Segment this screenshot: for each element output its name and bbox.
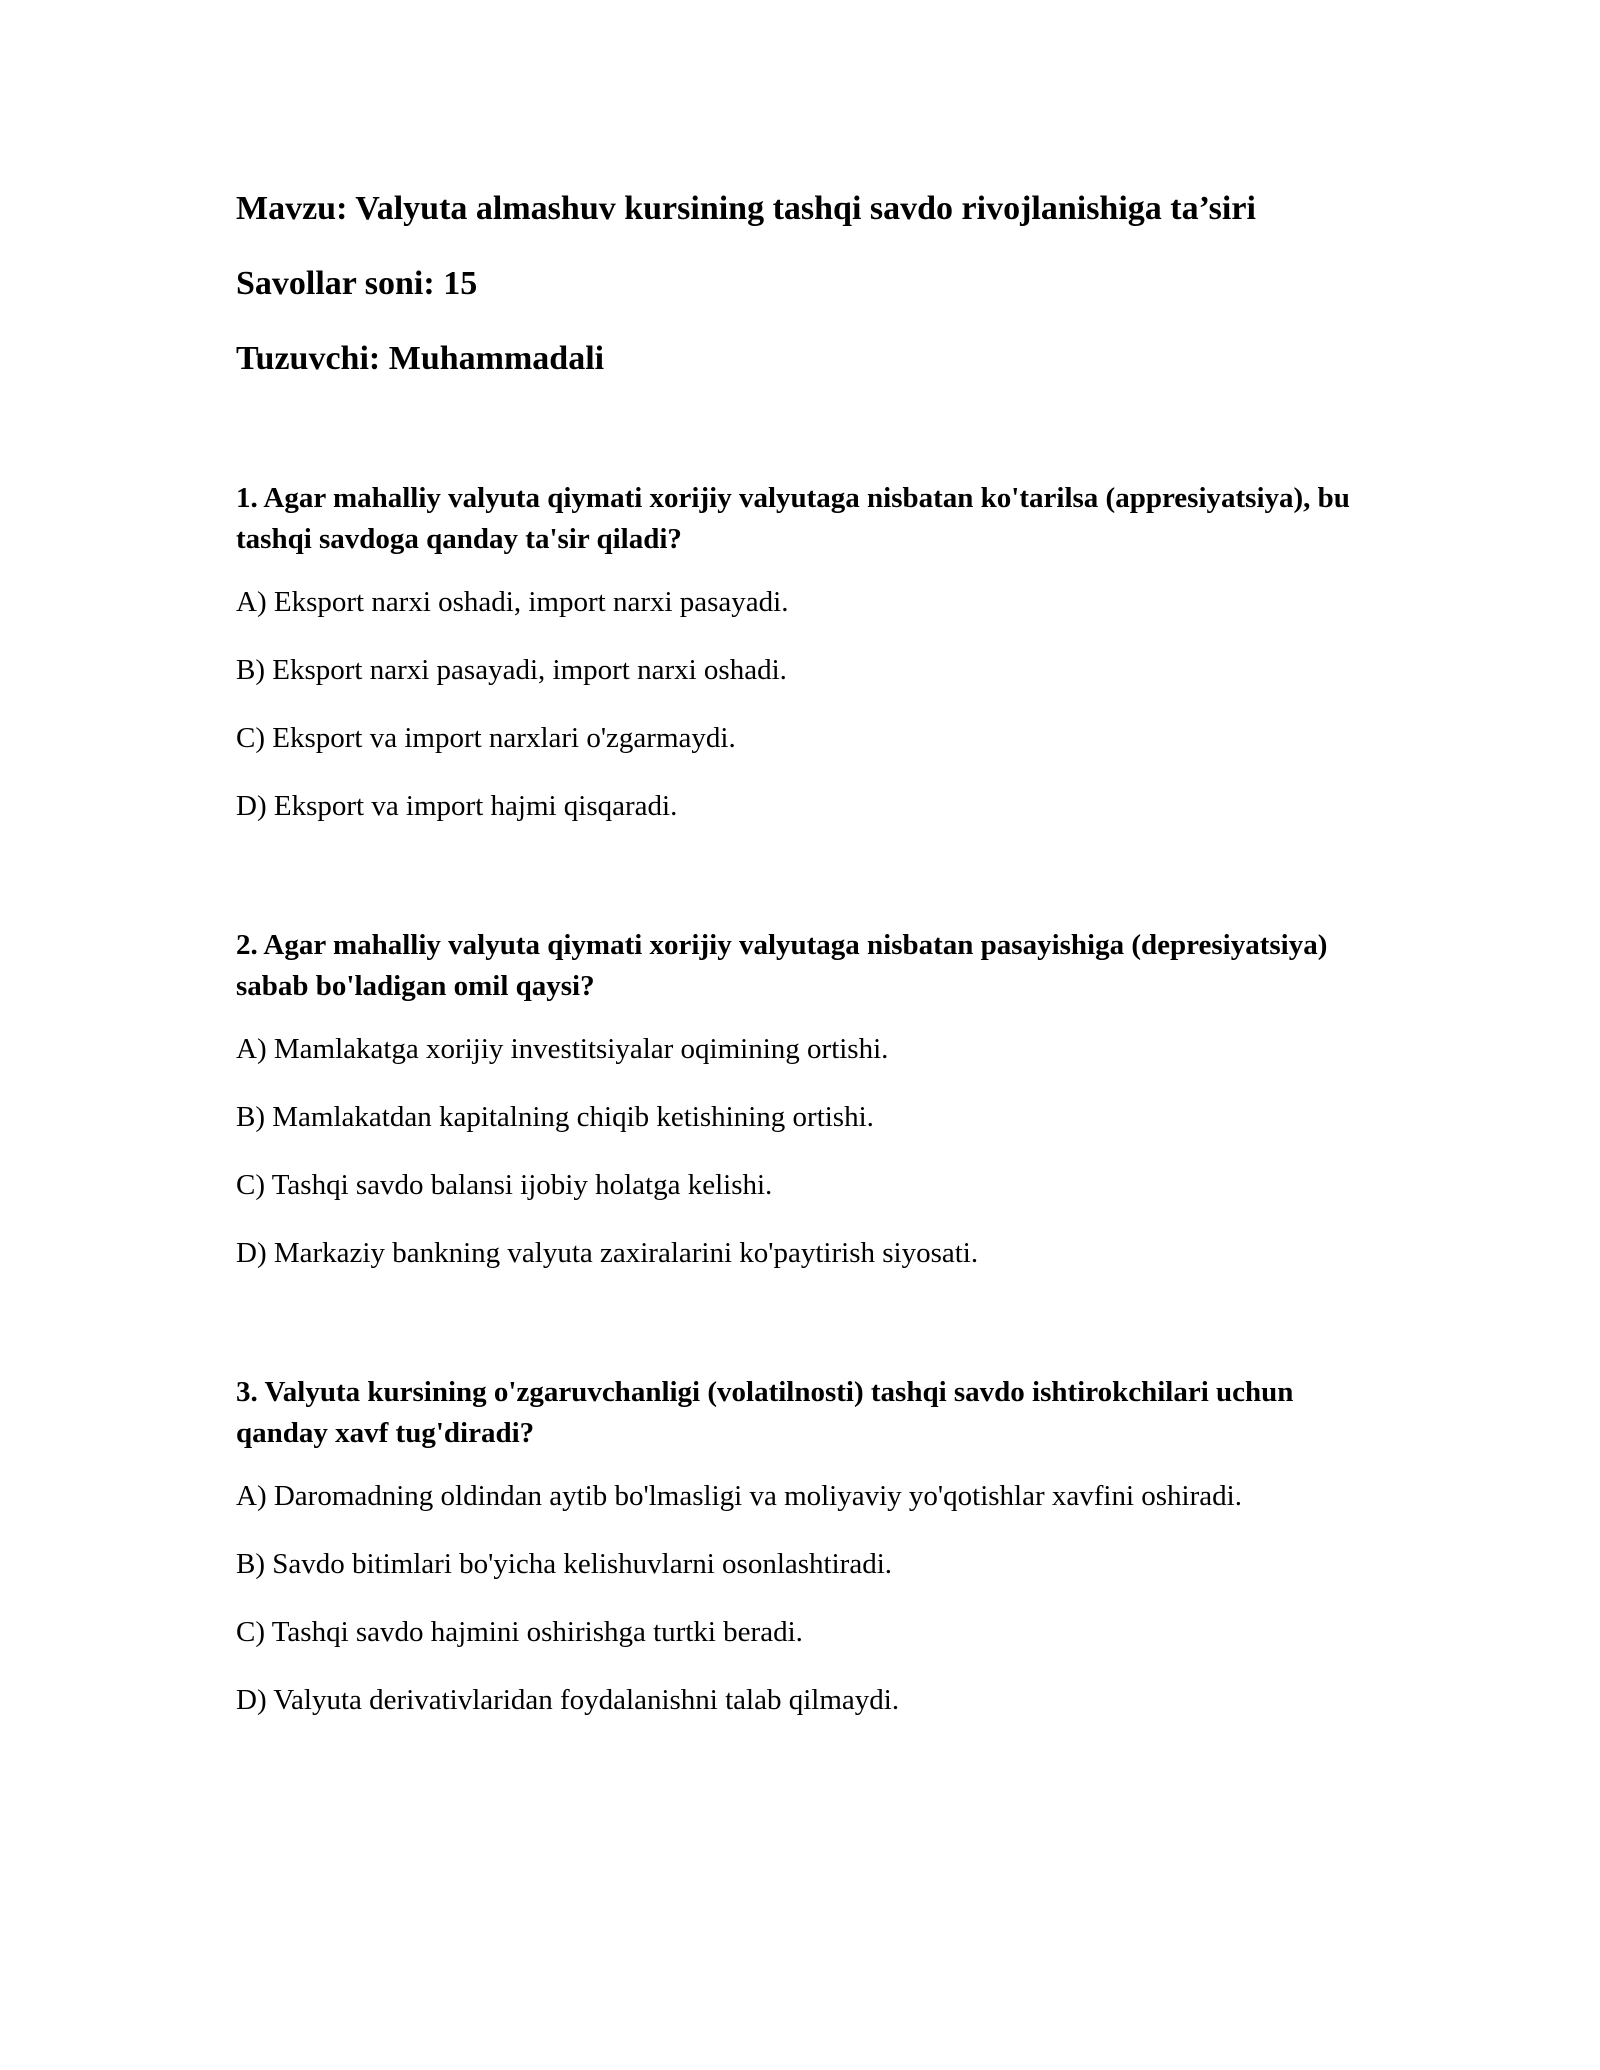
answer-option-d: D) Eksport va import hajmi qisqaradi. — [236, 790, 678, 822]
answer-option-d: D) Markaziy bankning valyuta zaxiralarini ko'paytirish siyosati. — [236, 1237, 979, 1269]
author-line: Tuzuvchi: Muhammadali — [236, 340, 605, 377]
question-block — [236, 478, 1386, 857]
answer-option-c: C) Tashqi savdo hajmini oshirishga turtki beradi. — [236, 1616, 803, 1648]
question-text: 2. Agar mahalliy valyuta qiymati xorijiy valyutaga nisbatan pasayishiga (depresiyatsiya) sabab bo'ladigan omil qaysi? — [236, 929, 1328, 1002]
answer-options — [236, 1032, 1386, 1271]
answer-option-a: A) Mamlakatga xorijiy investitsiyalar oqimining ortishi. — [236, 1033, 889, 1065]
answer-option-a: A) Eksport narxi oshadi, import narxi pasayadi. — [236, 586, 789, 618]
answer-option-d: D) Valyuta derivativlaridan foydalanishni talab qilmaydi. — [236, 1684, 900, 1716]
question-block — [236, 925, 1386, 1304]
answer-options — [236, 585, 1386, 824]
answer-option-c: C) Tashqi savdo balansi ijobiy holatga kelishi. — [236, 1169, 773, 1201]
answer-option-b: B) Eksport narxi pasayadi, import narxi oshadi. — [236, 654, 787, 686]
answer-option-b: B) Mamlakatdan kapitalning chiqib ketishining ortishi. — [236, 1101, 874, 1133]
answer-options — [236, 1479, 1386, 1718]
answer-option-a: A) Daromadning oldindan aytib bo'lmasligi va moliyaviy yo'qotishlar xavfini oshiradi. — [236, 1480, 1242, 1512]
question-block — [236, 1372, 1386, 1751]
question-text: 3. Valyuta kursining o'zgaruvchanligi (volatilnosti) tashqi savdo ishtirokchilari uchun qanday xavf tug'diradi? — [236, 1376, 1294, 1449]
question-count: Savollar soni: 15 — [236, 265, 478, 302]
answer-option-c: C) Eksport va import narxlari o'zgarmaydi. — [236, 722, 736, 754]
question-text: 1. Agar mahalliy valyuta qiymati xorijiy valyutaga nisbatan ko'tarilsa (appresiyatsiya), bu tashqi savdoga qanday ta'sir qiladi? — [236, 482, 1350, 555]
topic-heading: Mavzu: Valyuta almashuv kursining tashqi savdo rivojlanishiga ta’siri — [236, 190, 1256, 227]
answer-option-b: B) Savdo bitimlari bo'yicha kelishuvlarni osonlashtiradi. — [236, 1548, 893, 1580]
